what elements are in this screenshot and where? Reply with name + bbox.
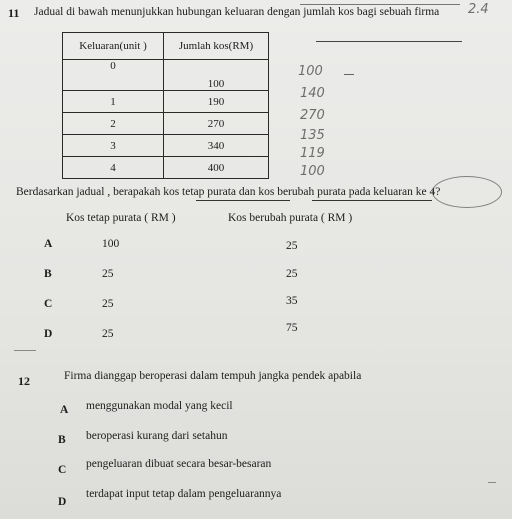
table-header-output: Keluaran(unit ) <box>63 33 164 60</box>
table-cell: 270 <box>164 113 269 135</box>
table-row <box>63 157 269 179</box>
table-cell: 340 <box>164 135 269 157</box>
table-cell: 190 <box>164 91 269 113</box>
table-row <box>63 91 269 113</box>
stem-underline <box>316 41 462 42</box>
q11-stem: Jadual di bawah menunjukkan hubungan keluaran dengan jumlah kos bagi sebuah firma <box>34 6 440 18</box>
top-rule <box>300 4 460 5</box>
separator-dash <box>14 350 36 351</box>
cost-table <box>62 32 269 179</box>
table-cell: 3 <box>63 135 164 157</box>
handwritten-note: 2.4 <box>468 2 489 17</box>
worksheet-page: 11 Jadual di bawah menunjukkan hubungan keluaran dengan jumlah kos bagi sebuah firma Keluaran(unit ) Jumlah kos(RM) 0 100 1 190 2 270 3 340 4 400 2.4 100 140 270 135 119 100 Berdasarkan jadual , berapakah kos tetap purata dan kos berubah purata pada keluaran ke 4? Kos tetap purata ( RM ) Kos berubah purata ( RM ) A 100 25 B 25 25 C 25 35 D 25 75 12 Firma dianggap beroperasi dalam tempuh jangka pendek apabila A menggunakan modal yang kecil B beroperasi kurang dari setahun C pengeluaran dibuat secara besar-besaran D terdapat input tetap dalam pengeluarannya <box>0 0 512 519</box>
table-row <box>63 113 269 135</box>
handwritten-note: 100 <box>298 64 323 79</box>
table-cell: 1 <box>63 91 164 113</box>
col-header-fixed: Kos tetap purata ( RM ) <box>66 212 176 224</box>
handwritten-note: 100 <box>300 164 325 179</box>
table-cell: 4 <box>63 157 164 179</box>
pencil-circle <box>432 176 502 208</box>
table-header-total-cost: Jumlah kos(RM) <box>164 33 269 60</box>
q12-stem: Firma dianggap beroperasi dalam tempuh jangka pendek apabila <box>64 370 362 382</box>
q12-number: 12 <box>18 374 30 388</box>
table-cell: 0 <box>63 60 164 91</box>
table-row <box>63 135 269 157</box>
handwritten-note: 270 <box>300 108 325 123</box>
table-row <box>63 60 269 91</box>
question-underline-2 <box>312 200 432 201</box>
table-cell: 100 <box>164 60 269 91</box>
q11-number: 11 <box>8 6 20 20</box>
handwritten-note: 140 <box>300 86 325 101</box>
table-cell: 2 <box>63 113 164 135</box>
q11-question: Berdasarkan jadual , berapakah kos tetap purata dan kos berubah purata pada keluaran ke 4? <box>16 186 441 198</box>
handwritten-note: 119 <box>300 146 325 161</box>
table-cell: 400 <box>164 157 269 179</box>
pencil-mark <box>488 482 496 483</box>
handwritten-note: 135 <box>300 128 325 143</box>
handwritten-dash <box>344 74 354 75</box>
question-underline-1 <box>196 200 290 201</box>
col-header-variable: Kos berubah purata ( RM ) <box>228 212 353 224</box>
